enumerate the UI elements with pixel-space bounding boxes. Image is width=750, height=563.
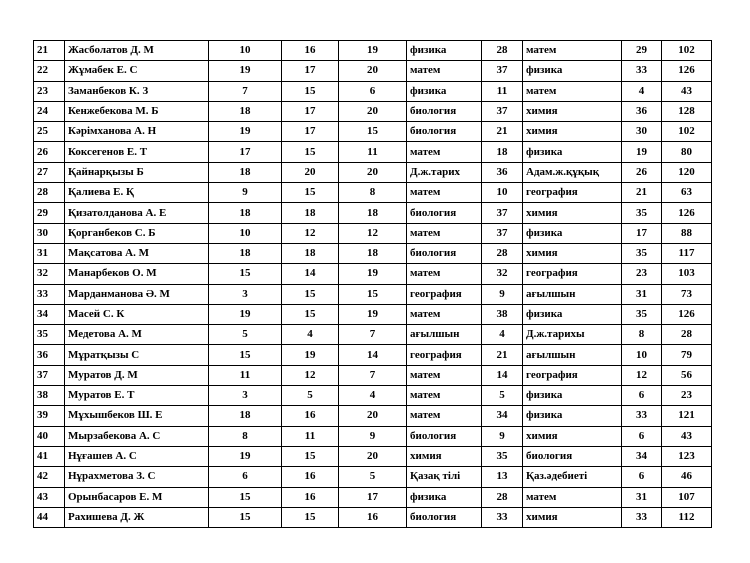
score-1-cell: 3: [209, 386, 282, 406]
score-2-cell: 16: [282, 487, 339, 507]
total-score-cell: 107: [662, 487, 712, 507]
total-score-cell: 120: [662, 162, 712, 182]
total-score-cell: 28: [662, 325, 712, 345]
score-2-cell: 15: [282, 284, 339, 304]
elective-score-1-cell: 28: [482, 487, 523, 507]
elective-score-2-cell: 33: [622, 406, 662, 426]
table-row: [34, 264, 712, 284]
score-2-cell: 15: [282, 183, 339, 203]
score-1-cell: 19: [209, 446, 282, 466]
row-number-cell: 22: [34, 61, 65, 81]
elective-subject-1-cell: Қазақ тілі: [407, 467, 482, 487]
score-1-cell: 18: [209, 101, 282, 121]
score-2-cell: 12: [282, 365, 339, 385]
elective-subject-1-cell: биология: [407, 243, 482, 263]
elective-subject-2-cell: ағылшын: [523, 284, 622, 304]
row-number-cell: 30: [34, 223, 65, 243]
score-1-cell: 10: [209, 223, 282, 243]
student-name-cell: Кенжебекова М. Б: [65, 101, 209, 121]
elective-score-1-cell: 18: [482, 142, 523, 162]
elective-subject-1-cell: ағылшын: [407, 325, 482, 345]
elective-subject-2-cell: физика: [523, 386, 622, 406]
table-row: [34, 223, 712, 243]
score-3-cell: 20: [339, 101, 407, 121]
elective-score-1-cell: 28: [482, 243, 523, 263]
elective-subject-1-cell: биология: [407, 203, 482, 223]
elective-score-1-cell: 11: [482, 81, 523, 101]
elective-score-2-cell: 19: [622, 142, 662, 162]
score-3-cell: 17: [339, 487, 407, 507]
row-number-cell: 27: [34, 162, 65, 182]
score-2-cell: 15: [282, 142, 339, 162]
score-1-cell: 15: [209, 487, 282, 507]
row-number-cell: 41: [34, 446, 65, 466]
student-name-cell: Қалиева Е. Қ: [65, 183, 209, 203]
table-row: [34, 162, 712, 182]
student-name-cell: Марданманова Ә. М: [65, 284, 209, 304]
score-1-cell: 18: [209, 406, 282, 426]
total-score-cell: 23: [662, 386, 712, 406]
total-score-cell: 63: [662, 183, 712, 203]
elective-subject-2-cell: Қаз.әдебиеті: [523, 467, 622, 487]
row-number-cell: 43: [34, 487, 65, 507]
elective-subject-1-cell: матем: [407, 304, 482, 324]
score-2-cell: 17: [282, 122, 339, 142]
total-score-cell: 117: [662, 243, 712, 263]
student-name-cell: Нұғашев А. С: [65, 446, 209, 466]
student-name-cell: Коксегенов Е. Т: [65, 142, 209, 162]
score-1-cell: 19: [209, 304, 282, 324]
elective-score-2-cell: 8: [622, 325, 662, 345]
table-row: [34, 365, 712, 385]
elective-score-1-cell: 38: [482, 304, 523, 324]
score-3-cell: 12: [339, 223, 407, 243]
elective-score-2-cell: 34: [622, 446, 662, 466]
elective-score-1-cell: 37: [482, 203, 523, 223]
elective-subject-2-cell: ағылшын: [523, 345, 622, 365]
student-name-cell: Орынбасаров Е. М: [65, 487, 209, 507]
table-row: [34, 183, 712, 203]
elective-score-1-cell: 35: [482, 446, 523, 466]
score-1-cell: 15: [209, 264, 282, 284]
elective-score-1-cell: 37: [482, 223, 523, 243]
elective-score-1-cell: 37: [482, 61, 523, 81]
total-score-cell: 102: [662, 122, 712, 142]
row-number-cell: 42: [34, 467, 65, 487]
elective-subject-2-cell: матем: [523, 81, 622, 101]
score-3-cell: 19: [339, 264, 407, 284]
elective-score-1-cell: 32: [482, 264, 523, 284]
total-score-cell: 103: [662, 264, 712, 284]
row-number-cell: 36: [34, 345, 65, 365]
score-2-cell: 18: [282, 203, 339, 223]
score-1-cell: 3: [209, 284, 282, 304]
elective-subject-2-cell: физика: [523, 61, 622, 81]
table-row: [34, 507, 712, 527]
elective-score-1-cell: 21: [482, 122, 523, 142]
total-score-cell: 121: [662, 406, 712, 426]
results-table: [33, 40, 712, 528]
total-score-cell: 43: [662, 426, 712, 446]
row-number-cell: 32: [34, 264, 65, 284]
elective-subject-2-cell: матем: [523, 41, 622, 61]
elective-subject-2-cell: география: [523, 264, 622, 284]
elective-subject-2-cell: химия: [523, 122, 622, 142]
elective-subject-1-cell: матем: [407, 406, 482, 426]
total-score-cell: 112: [662, 507, 712, 527]
elective-subject-2-cell: физика: [523, 406, 622, 426]
elective-score-1-cell: 36: [482, 162, 523, 182]
student-name-cell: Кәрімханова А. Н: [65, 122, 209, 142]
row-number-cell: 21: [34, 41, 65, 61]
table-row: [34, 284, 712, 304]
table-row: [34, 142, 712, 162]
elective-subject-1-cell: матем: [407, 264, 482, 284]
score-3-cell: 15: [339, 122, 407, 142]
total-score-cell: 88: [662, 223, 712, 243]
total-score-cell: 73: [662, 284, 712, 304]
row-number-cell: 26: [34, 142, 65, 162]
score-2-cell: 15: [282, 304, 339, 324]
score-3-cell: 18: [339, 243, 407, 263]
total-score-cell: 128: [662, 101, 712, 121]
table-row: [34, 41, 712, 61]
score-2-cell: 15: [282, 507, 339, 527]
score-3-cell: 20: [339, 406, 407, 426]
elective-score-2-cell: 31: [622, 487, 662, 507]
score-1-cell: 6: [209, 467, 282, 487]
elective-score-1-cell: 28: [482, 41, 523, 61]
elective-score-2-cell: 6: [622, 467, 662, 487]
score-1-cell: 9: [209, 183, 282, 203]
elective-score-2-cell: 31: [622, 284, 662, 304]
elective-score-1-cell: 4: [482, 325, 523, 345]
total-score-cell: 43: [662, 81, 712, 101]
elective-score-2-cell: 21: [622, 183, 662, 203]
total-score-cell: 102: [662, 41, 712, 61]
elective-score-2-cell: 33: [622, 61, 662, 81]
elective-score-2-cell: 30: [622, 122, 662, 142]
score-1-cell: 18: [209, 203, 282, 223]
score-1-cell: 15: [209, 345, 282, 365]
score-2-cell: 4: [282, 325, 339, 345]
row-number-cell: 23: [34, 81, 65, 101]
elective-score-1-cell: 9: [482, 284, 523, 304]
table-row: [34, 426, 712, 446]
row-number-cell: 24: [34, 101, 65, 121]
elective-score-1-cell: 10: [482, 183, 523, 203]
elective-subject-1-cell: физика: [407, 487, 482, 507]
elective-score-2-cell: 29: [622, 41, 662, 61]
student-name-cell: Мұхышбеков Ш. Е: [65, 406, 209, 426]
student-name-cell: Мұратқызы С: [65, 345, 209, 365]
elective-score-1-cell: 13: [482, 467, 523, 487]
score-2-cell: 16: [282, 406, 339, 426]
student-name-cell: Қайнарқызы Б: [65, 162, 209, 182]
elective-subject-2-cell: физика: [523, 223, 622, 243]
elective-score-1-cell: 9: [482, 426, 523, 446]
score-3-cell: 11: [339, 142, 407, 162]
elective-subject-1-cell: биология: [407, 507, 482, 527]
elective-score-2-cell: 36: [622, 101, 662, 121]
score-2-cell: 12: [282, 223, 339, 243]
score-2-cell: 17: [282, 101, 339, 121]
table-row: [34, 386, 712, 406]
score-2-cell: 19: [282, 345, 339, 365]
elective-score-2-cell: 10: [622, 345, 662, 365]
elective-score-2-cell: 12: [622, 365, 662, 385]
student-name-cell: Рахишева Д. Ж: [65, 507, 209, 527]
score-1-cell: 19: [209, 61, 282, 81]
table-row: [34, 304, 712, 324]
score-2-cell: 15: [282, 81, 339, 101]
elective-subject-1-cell: матем: [407, 142, 482, 162]
score-3-cell: 15: [339, 284, 407, 304]
student-name-cell: Жұмабек Е. С: [65, 61, 209, 81]
row-number-cell: 25: [34, 122, 65, 142]
student-name-cell: Муратов Д. М: [65, 365, 209, 385]
elective-subject-1-cell: химия: [407, 446, 482, 466]
student-name-cell: Масей С. К: [65, 304, 209, 324]
elective-subject-2-cell: матем: [523, 487, 622, 507]
elective-score-2-cell: 26: [622, 162, 662, 182]
elective-subject-2-cell: Д.ж.тарихы: [523, 325, 622, 345]
score-3-cell: 7: [339, 365, 407, 385]
elective-score-2-cell: 35: [622, 243, 662, 263]
score-1-cell: 5: [209, 325, 282, 345]
score-2-cell: 5: [282, 386, 339, 406]
score-3-cell: 18: [339, 203, 407, 223]
score-2-cell: 16: [282, 467, 339, 487]
row-number-cell: 39: [34, 406, 65, 426]
score-1-cell: 8: [209, 426, 282, 446]
elective-subject-2-cell: физика: [523, 142, 622, 162]
score-3-cell: 5: [339, 467, 407, 487]
row-number-cell: 35: [34, 325, 65, 345]
elective-score-1-cell: 33: [482, 507, 523, 527]
total-score-cell: 79: [662, 345, 712, 365]
table-row: [34, 345, 712, 365]
elective-score-1-cell: 21: [482, 345, 523, 365]
table-row: [34, 406, 712, 426]
elective-subject-2-cell: химия: [523, 101, 622, 121]
elective-subject-2-cell: Адам.ж.құқық: [523, 162, 622, 182]
student-name-cell: Қизатолданова А. Е: [65, 203, 209, 223]
elective-score-1-cell: 34: [482, 406, 523, 426]
total-score-cell: 126: [662, 61, 712, 81]
student-name-cell: Медетова А. М: [65, 325, 209, 345]
elective-subject-1-cell: Д.ж.тарих: [407, 162, 482, 182]
row-number-cell: 33: [34, 284, 65, 304]
elective-subject-2-cell: география: [523, 183, 622, 203]
score-1-cell: 18: [209, 243, 282, 263]
elective-score-2-cell: 6: [622, 386, 662, 406]
elective-subject-1-cell: матем: [407, 61, 482, 81]
total-score-cell: 126: [662, 203, 712, 223]
table-row: [34, 243, 712, 263]
elective-subject-2-cell: химия: [523, 243, 622, 263]
student-name-cell: Мырзабекова А. С: [65, 426, 209, 446]
elective-score-2-cell: 23: [622, 264, 662, 284]
score-3-cell: 6: [339, 81, 407, 101]
student-name-cell: Нұрахметова З. С: [65, 467, 209, 487]
table-row: [34, 467, 712, 487]
student-name-cell: Мақсатова А. М: [65, 243, 209, 263]
score-3-cell: 20: [339, 446, 407, 466]
score-1-cell: 7: [209, 81, 282, 101]
elective-score-2-cell: 4: [622, 81, 662, 101]
table-row: [34, 122, 712, 142]
student-name-cell: Заманбеков К. З: [65, 81, 209, 101]
row-number-cell: 28: [34, 183, 65, 203]
score-3-cell: 7: [339, 325, 407, 345]
table-row: [34, 446, 712, 466]
elective-subject-1-cell: биология: [407, 122, 482, 142]
score-3-cell: 20: [339, 61, 407, 81]
student-name-cell: Манарбеков О. М: [65, 264, 209, 284]
row-number-cell: 29: [34, 203, 65, 223]
elective-subject-1-cell: география: [407, 284, 482, 304]
score-1-cell: 18: [209, 162, 282, 182]
score-2-cell: 16: [282, 41, 339, 61]
elective-score-1-cell: 37: [482, 101, 523, 121]
row-number-cell: 40: [34, 426, 65, 446]
score-3-cell: 19: [339, 41, 407, 61]
row-number-cell: 37: [34, 365, 65, 385]
elective-subject-1-cell: география: [407, 345, 482, 365]
elective-subject-1-cell: биология: [407, 101, 482, 121]
elective-subject-2-cell: химия: [523, 203, 622, 223]
score-1-cell: 11: [209, 365, 282, 385]
elective-score-1-cell: 5: [482, 386, 523, 406]
elective-subject-1-cell: матем: [407, 365, 482, 385]
table-row: [34, 487, 712, 507]
total-score-cell: 46: [662, 467, 712, 487]
score-3-cell: 4: [339, 386, 407, 406]
elective-score-2-cell: 33: [622, 507, 662, 527]
elective-score-2-cell: 6: [622, 426, 662, 446]
elective-subject-1-cell: матем: [407, 183, 482, 203]
elective-subject-1-cell: физика: [407, 41, 482, 61]
score-1-cell: 19: [209, 122, 282, 142]
row-number-cell: 31: [34, 243, 65, 263]
student-name-cell: Қорганбеков С. Б: [65, 223, 209, 243]
score-1-cell: 15: [209, 507, 282, 527]
score-2-cell: 20: [282, 162, 339, 182]
score-3-cell: 20: [339, 162, 407, 182]
total-score-cell: 80: [662, 142, 712, 162]
row-number-cell: 38: [34, 386, 65, 406]
total-score-cell: 126: [662, 304, 712, 324]
score-2-cell: 18: [282, 243, 339, 263]
score-2-cell: 11: [282, 426, 339, 446]
score-3-cell: 16: [339, 507, 407, 527]
score-2-cell: 14: [282, 264, 339, 284]
score-1-cell: 17: [209, 142, 282, 162]
elective-subject-1-cell: матем: [407, 386, 482, 406]
elective-subject-2-cell: химия: [523, 507, 622, 527]
total-score-cell: 56: [662, 365, 712, 385]
elective-score-1-cell: 14: [482, 365, 523, 385]
elective-subject-1-cell: биология: [407, 426, 482, 446]
score-3-cell: 14: [339, 345, 407, 365]
table-row: [34, 325, 712, 345]
elective-subject-2-cell: химия: [523, 426, 622, 446]
elective-score-2-cell: 17: [622, 223, 662, 243]
score-1-cell: 10: [209, 41, 282, 61]
score-2-cell: 17: [282, 61, 339, 81]
row-number-cell: 44: [34, 507, 65, 527]
table-row: [34, 81, 712, 101]
elective-subject-2-cell: физика: [523, 304, 622, 324]
table-row: [34, 101, 712, 121]
table-row: [34, 203, 712, 223]
student-name-cell: Жасболатов Д. М: [65, 41, 209, 61]
student-name-cell: Муратов Е. Т: [65, 386, 209, 406]
table-row: [34, 61, 712, 81]
score-3-cell: 8: [339, 183, 407, 203]
score-3-cell: 9: [339, 426, 407, 446]
elective-score-2-cell: 35: [622, 203, 662, 223]
elective-subject-1-cell: физика: [407, 81, 482, 101]
results-table-body: [34, 41, 712, 528]
row-number-cell: 34: [34, 304, 65, 324]
elective-score-2-cell: 35: [622, 304, 662, 324]
score-3-cell: 19: [339, 304, 407, 324]
elective-subject-2-cell: география: [523, 365, 622, 385]
score-2-cell: 15: [282, 446, 339, 466]
elective-subject-1-cell: матем: [407, 223, 482, 243]
elective-subject-2-cell: биология: [523, 446, 622, 466]
total-score-cell: 123: [662, 446, 712, 466]
